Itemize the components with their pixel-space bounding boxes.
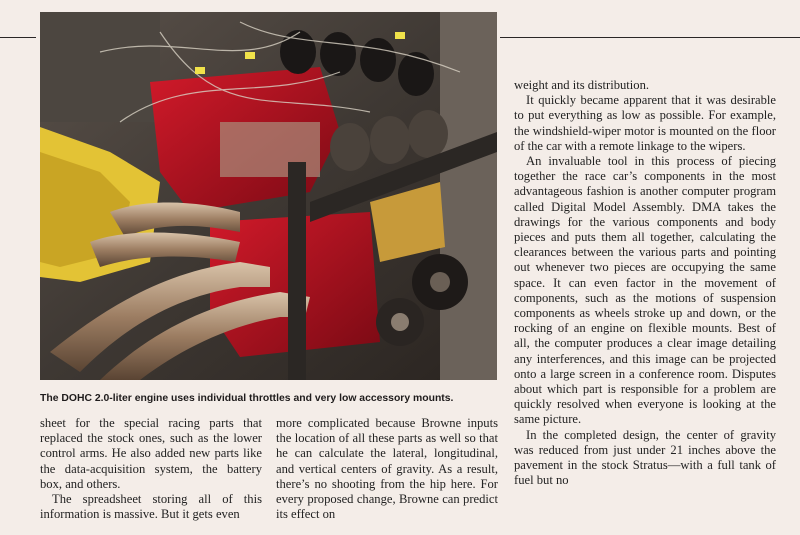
paragraph: more complicated because Browne inputs the location of all these parts as well so that he can calculate the lateral, longitudinal, and vertical centers of gravity. As a result, there’s no shooting from the hip here. For every proposed change, Browne can predict its effect on (276, 416, 498, 522)
engine-photo (40, 12, 497, 380)
text-column-middle (276, 416, 498, 522)
top-rule-left (0, 37, 36, 38)
top-rule-right (500, 37, 800, 38)
text-column-right (514, 78, 776, 488)
paragraph: sheet for the special racing parts that replaced the stock ones, such as the lower control arms. He also added new parts like the data-acquisition system, the battery box, and others. (40, 416, 262, 491)
paragraph: In the completed design, the center of gravity was reduced from just under 21 inches above the pavement in the stock Stratus—with a full tank of fuel but no (514, 427, 776, 488)
paragraph: weight and its distribution. (514, 78, 650, 92)
photo-caption: The DOHC 2.0-liter engine uses individual throttles and very low accessory mounts. (40, 393, 454, 404)
paragraph: It quickly became apparent that it was desirable to put everything as low as possible. For example, the windshield-wiper motor is mounted on the floor of the car with a remote linkage to the wipers. (514, 93, 776, 153)
paragraph: An invaluable tool in this process of piecing together the race car’s components in the most advantageous fashion is another computer program called Digital Model Assembly. DMA takes the drawings for the various components and body pieces and puts them all together, calculating the clearances between the various parts and pointing out whenever two pieces are occupying the same space. It can even factor in the movement of components, such as the motions of suspension components as wheels stroke up and down, or the rocking of an engine on flexible mounts. Best of all, the computer produces a clear image detailing any interferences, and this image can be projected onto a large screen in a conference room. Disputes about which part is responsible for a problem are quickly resolved when everyone is looking at the same picture. (514, 154, 776, 427)
text-column-left (40, 416, 262, 522)
paragraph: The spreadsheet storing all of this information is massive. But it gets even (40, 492, 262, 522)
